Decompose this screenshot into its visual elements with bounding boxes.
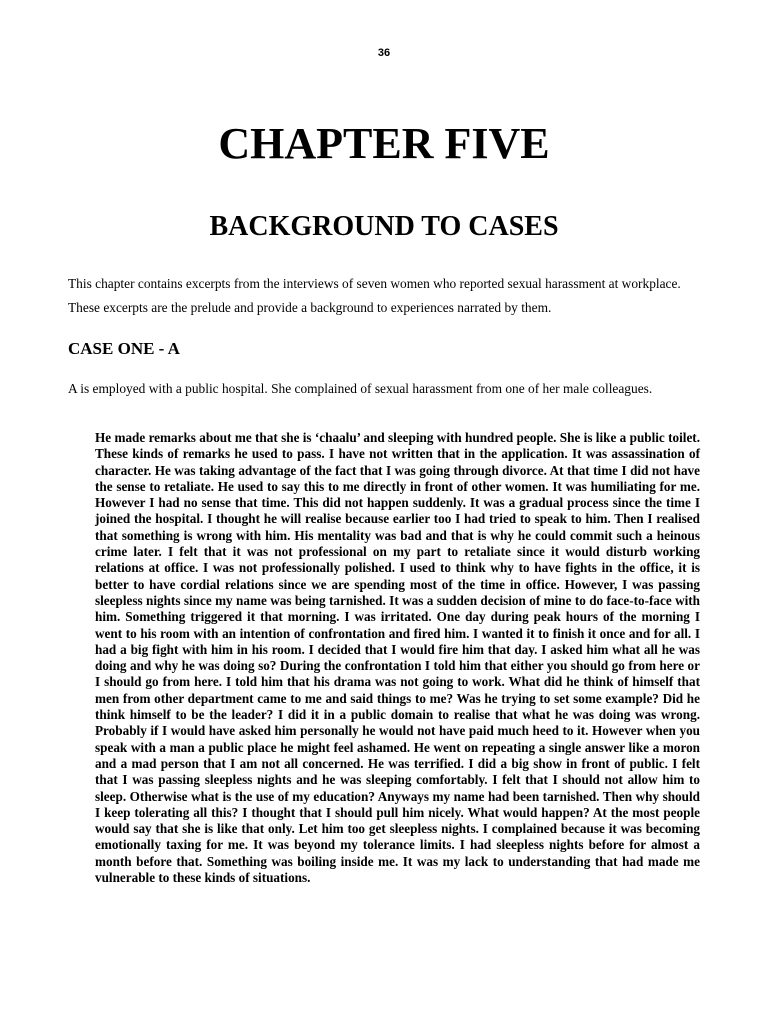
intro-paragraph (68, 272, 708, 320)
intro-line-1: This chapter contains excerpts from the interviews of seven women who reported sexual harassment at workplace. (68, 276, 681, 291)
case-intro: A is employed with a public hospital. She complained of sexual harassment from one of her male colleagues. (68, 381, 653, 396)
case-heading: CASE ONE - A (68, 339, 180, 358)
section-title: BACKGROUND TO CASES (209, 211, 559, 242)
page-number: 36 (377, 47, 391, 59)
interview-quote: He made remarks about me that she is ‘chaalu’ and sleeping with hundred people. She is like a public toilet. These kinds of remarks he used to pass. I have not written that in the application. It was assassination of character. He was taking advantage of the fact that I was going through divorce. At that time I did not have the sense to retaliate. He used to say this to me directly in front of other women. It was humiliating for me. However I had no sense that time. This did not happen suddenly. It was a gradual process since the time I joined the hospital. I thought he will realise because earlier too I had tried to speak to him. Then I realised that something is wrong with him. His mentality was bad and that is why he could commit such a heinous crime later. I felt that it was not professional on my part to retaliate since it would disturb working relations at office. I was not professionally polished. I used to think why to have fights in the office, it is better to have cordial relations since we are spending most of the time in office. However, I was passing sleepless nights since my name was being tarnished. It was a sudden decision of mine to do face-to-face with him. Something triggered it that morning. I was irritated. One day during peak hours of the morning I went to his room with an intention of confrontation and fired him. I wanted it to finish it once and for all. I had a big fight with him in his room. I decided that I would fire him that day. I asked him what all he was doing and why he was doing so? During the confrontation I told him that either you should go from here or I should go from here. I told him that his drama was not going to work. What did he think of himself that men from other department came to me and said things to me? Was he trying to set some example? Did he think himself to be the leader? I did it in a public domain to realise that what he was doing was wrong. Probably if I would have asked him personally he would not have paid much heed to it. However when you speak with a man a public place he might feel ashamed. He went on repeating a single answer like a moron and a mad person that I am not all concerned. He was terrified. I did a big show in front of public. I felt that I was passing sleepless nights and he was sleeping comfortably. I felt that I should not allow him to sleep. Otherwise what is the use of my education? Anyways my name had been tarnished. Then why should I keep tolerating all this? I thought that I should pull him nicely. What would happen? At the most people would say that she is like that only. Let him too get sleepless nights. I complained because it was becoming emotionally taxing for me. It was beyond my tolerance limits. I had sleepless nights before for almost a month before that. Something was boiling inside me. It was my lack to understanding that had made me vulnerable to these kinds of situations. (95, 430, 700, 886)
chapter-title: CHAPTER FIVE (218, 119, 550, 168)
intro-line-2: These excerpts are the prelude and provide a background to experiences narrated by them. (68, 300, 552, 315)
